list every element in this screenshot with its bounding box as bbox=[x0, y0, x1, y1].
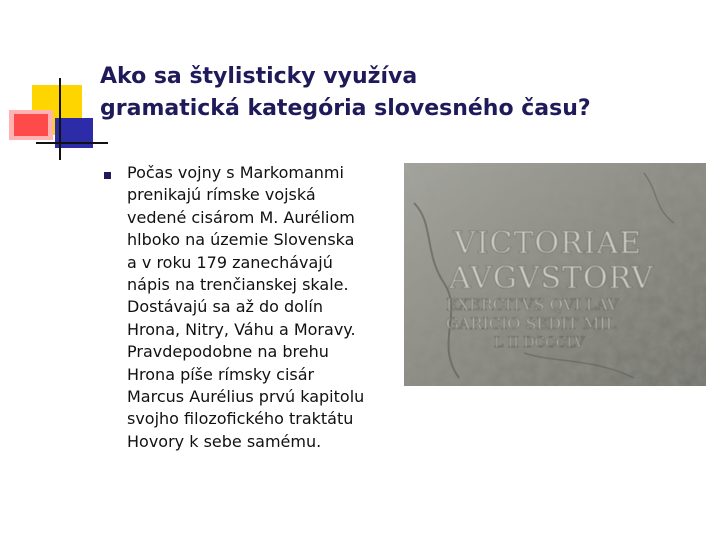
paragraph-line: Dostávajú sa až do dolín bbox=[127, 297, 323, 317]
slide-title-line-2: gramatická kategória slovesného času? bbox=[100, 96, 591, 121]
bullet-square-icon bbox=[104, 172, 111, 179]
paragraph-line: a v roku 179 zanechávajú bbox=[127, 252, 333, 272]
slide-title-line-1: Ako sa štylisticky využíva bbox=[100, 64, 418, 89]
inscription-line: GARICIO SEDIT MIL bbox=[446, 314, 617, 333]
red-square bbox=[14, 114, 48, 136]
paragraph-line: hlboko na územie Slovenska bbox=[127, 230, 355, 250]
paragraph-line: nápis na trenčianskej skale. bbox=[127, 275, 349, 295]
decorative-squares bbox=[0, 0, 110, 170]
paragraph-line: Hrona, Nitry, Váhu a Moravy. bbox=[127, 319, 356, 339]
inscription-line: AVGVSTORV bbox=[449, 261, 654, 296]
slide-title bbox=[100, 61, 700, 125]
inscription-line: EXERCITVS QVI LAV bbox=[446, 295, 619, 314]
roman-inscription-photo bbox=[404, 163, 706, 386]
paragraph-line: svojho filozofického traktátu bbox=[127, 409, 354, 429]
inscription-line: L II DCCCLV bbox=[494, 335, 585, 351]
paragraph-line: Počas vojny s Markomanmi bbox=[127, 163, 344, 182]
paragraph-line: prenikajú rímske vojská bbox=[127, 185, 316, 205]
bullet-paragraph bbox=[127, 162, 397, 453]
inscription-line: VICTORIAE bbox=[454, 226, 643, 261]
paragraph-line: vedené cisárom M. Auréliom bbox=[127, 207, 355, 227]
paragraph-line: Pravdepodobne na brehu bbox=[127, 342, 329, 362]
paragraph-line: Hrona píše rímsky cisár bbox=[127, 364, 315, 384]
paragraph-line: Hovory k sebe samému. bbox=[127, 431, 322, 451]
paragraph-line: Marcus Aurélius prvú kapitolu bbox=[127, 387, 365, 407]
